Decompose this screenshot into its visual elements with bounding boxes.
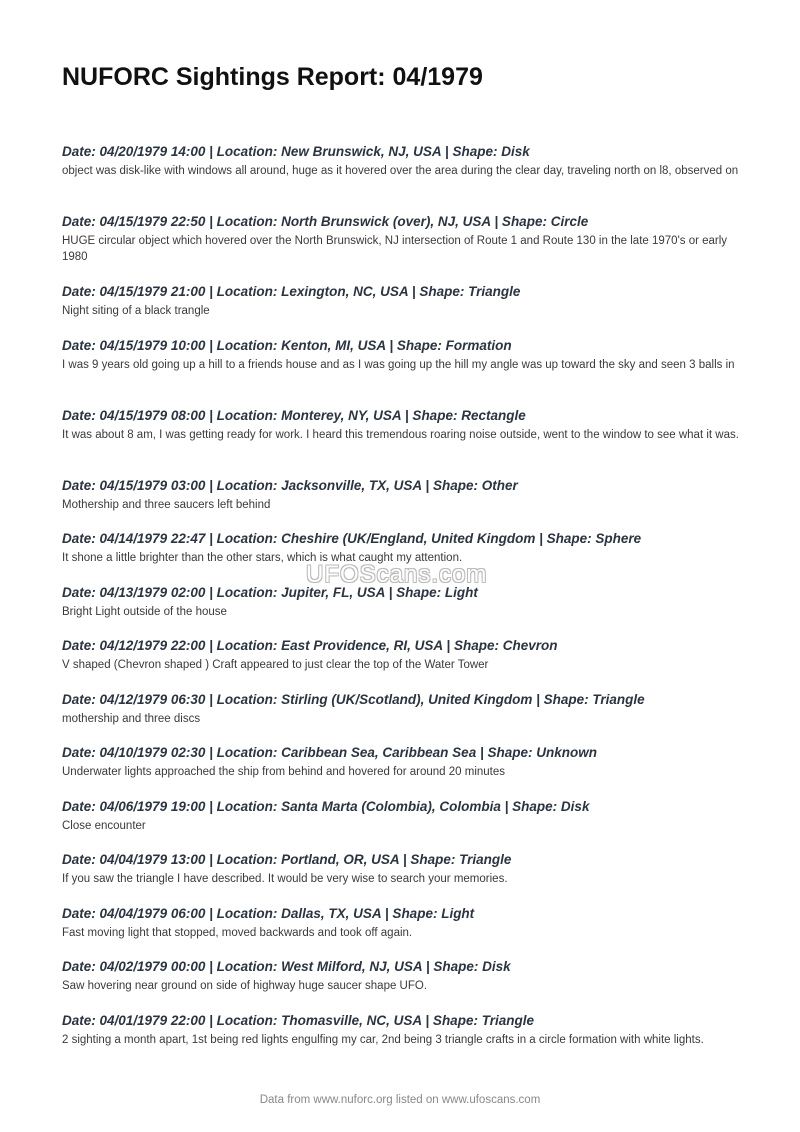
- list-item: [62, 637, 752, 691]
- entry-description: I was 9 years old going up a hill to a friends house and as I was going up the hill my angle was up toward the sky and seen 3 balls in: [62, 358, 735, 371]
- list-item: [62, 337, 752, 407]
- entry-description: HUGE circular object which hovered over the North Brunswick, NJ intersection of Route 1 and Route 130 in the late 1970's or early 1980: [62, 235, 728, 263]
- entry-heading: Date: 04/15/1979 22:50 | Location: North Brunswick (over), NJ, USA | Shape: Circle: [62, 214, 589, 229]
- footer-credit: Data from www.nuforc.org listed on www.ufoscans.com: [259, 1094, 541, 1106]
- list-item: [62, 283, 752, 337]
- list-item: [62, 213, 752, 283]
- entry-heading: Date: 04/04/1979 13:00 | Location: Portland, OR, USA | Shape: Triangle: [62, 852, 512, 867]
- entry-description: Underwater lights approached the ship from behind and hovered for around 20 minutes: [62, 766, 506, 778]
- entry-heading: Date: 04/14/1979 22:47 | Location: Cheshire (UK/England, United Kingdom | Shape: Sphere: [62, 531, 642, 546]
- entry-heading: Date: 04/12/1979 06:30 | Location: Stirling (UK/Scotland), United Kingdom | Shape: Triangle: [62, 691, 645, 707]
- entry-description: Bright Light outside of the house: [62, 605, 227, 618]
- entry-description: object was disk-like with windows all around, huge as it hovered over the area during the clear day, traveling north on l8, observed on: [62, 165, 739, 177]
- entry-heading: Date: 04/06/1979 19:00 | Location: Santa Marta (Colombia), Colombia | Shape: Disk: [62, 798, 590, 814]
- watermark: UFOScans.com: [306, 561, 488, 588]
- list-item: [62, 851, 752, 905]
- list-item: [62, 798, 752, 852]
- list-item: [62, 958, 752, 1012]
- entry-description: Mothership and three saucers left behind: [62, 498, 271, 511]
- entry-description: If you saw the triangle I have described. It would be very wise to search your memories.: [62, 873, 508, 885]
- entry-description: Close encounter: [62, 819, 146, 832]
- list-item: [62, 407, 752, 477]
- entry-description: Saw hovering near ground on side of highway huge saucer shape UFO.: [62, 980, 428, 992]
- list-item: [62, 1012, 752, 1066]
- entry-description: Night siting of a black trangle: [62, 305, 210, 317]
- entry-heading: Date: 04/15/1979 08:00 | Location: Monterey, NY, USA | Shape: Rectangle: [62, 407, 526, 423]
- entry-heading: Date: 04/02/1979 00:00 | Location: West Milford, NJ, USA | Shape: Disk: [62, 959, 511, 974]
- sightings-list: [62, 143, 752, 1065]
- entry-description: It shone a little brighter than the other stars, which is what caught my attention.: [62, 552, 463, 564]
- list-item: [62, 905, 752, 959]
- entry-description: V shaped (Chevron shaped ) Craft appeared to just clear the top of the Water Tower: [62, 659, 489, 671]
- list-item: [62, 477, 752, 531]
- entry-heading: Date: 04/01/1979 22:00 | Location: Thomasville, NC, USA | Shape: Triangle: [62, 1012, 534, 1028]
- entry-heading: Date: 04/20/1979 14:00 | Location: New Brunswick, NJ, USA | Shape: Disk: [62, 144, 530, 159]
- page-title: NUFORC Sightings Report: 04/1979: [62, 63, 483, 91]
- entry-heading: Date: 04/15/1979 10:00 | Location: Kenton, MI, USA | Shape: Formation: [62, 337, 512, 353]
- entry-heading: Date: 04/10/1979 02:30 | Location: Caribbean Sea, Caribbean Sea | Shape: Unknown: [62, 745, 597, 760]
- entry-heading: Date: 04/15/1979 03:00 | Location: Jacksonville, TX, USA | Shape: Other: [62, 477, 518, 493]
- entry-description: mothership and three discs: [62, 712, 201, 725]
- list-item: [62, 744, 752, 798]
- list-item: [62, 691, 752, 745]
- entry-heading: Date: 04/13/1979 02:00 | Location: Jupiter, FL, USA | Shape: Light: [62, 584, 478, 600]
- entry-heading: Date: 04/15/1979 21:00 | Location: Lexington, NC, USA | Shape: Triangle: [62, 284, 521, 299]
- entry-heading: Date: 04/04/1979 06:00 | Location: Dallas, TX, USA | Shape: Light: [62, 905, 475, 921]
- list-item: [62, 584, 752, 638]
- list-item: [62, 143, 752, 213]
- entry-description: 2 sighting a month apart, 1st being red lights engulfing my car, 2nd being 3 triangle crafts in a circle formation with white lights.: [62, 1033, 704, 1046]
- entry-description: It was about 8 am, I was getting ready for work. I heard this tremendous roaring noise outside, went to the window to see what it was.: [62, 428, 739, 441]
- entry-heading: Date: 04/12/1979 22:00 | Location: East Providence, RI, USA | Shape: Chevron: [62, 638, 558, 653]
- entry-description: Fast moving light that stopped, moved backwards and took off again.: [62, 926, 413, 939]
